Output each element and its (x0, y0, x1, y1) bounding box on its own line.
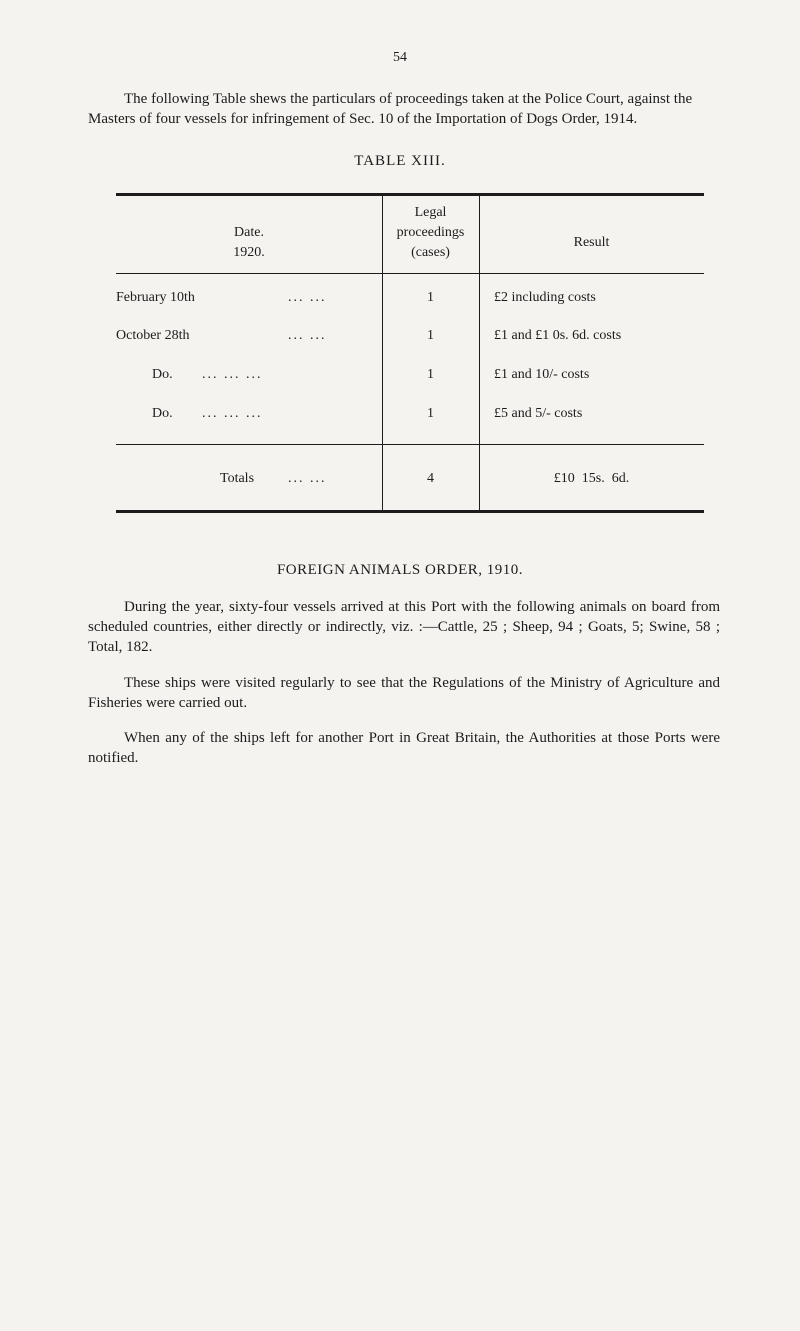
totals-result: £10 15s. 6d. (553, 471, 630, 486)
header-date (116, 223, 382, 263)
header-legal-line: (cases) (411, 245, 450, 260)
header-date-year: 1920. (233, 245, 265, 260)
table-title: TABLE XIII. (354, 153, 446, 169)
table-row-date: October 28th (116, 328, 190, 343)
table-top-rule (116, 193, 704, 196)
table-row-result: £1 and 10/- costs (494, 367, 590, 382)
table-row-cases: 1 (427, 406, 434, 421)
body-paragraph: These ships were visited regularly to see that the Regulations of the Ministry of Agriculture and Fisheries were carried out. (88, 675, 720, 711)
intro-paragraph: The following Table shews the particulars of proceedings taken at the Police Court, against the Masters of four vessels for infringement of Sec. 10 of the Importation of Dogs Order, 1914. (88, 91, 693, 127)
table-row-cases: 1 (427, 328, 434, 343)
header-date-label: Date. (234, 225, 264, 240)
table-xiii (116, 193, 704, 513)
table-bottom-rule (116, 510, 704, 513)
leader-dots: ... ... ... (202, 367, 263, 382)
table-row-date: Do. (152, 367, 173, 382)
leader-dots: ... ... (288, 328, 327, 343)
header-legal-line: Legal (414, 205, 447, 220)
table-row-date: Do. (152, 406, 173, 421)
section-heading: FOREIGN ANIMALS ORDER, 1910. (276, 562, 524, 578)
page-number: 54 (393, 50, 407, 65)
table-row-cases: 1 (427, 367, 434, 382)
body-paragraph: During the year, sixty-four vessels arrived at this Port with the following animals on board from scheduled countries, either directly or indirectly, viz. :—Cattle, 25 ; Sheep, 94 ; Goats, 5; Swine, 58 ; Total, 182. (88, 599, 720, 655)
leader-dots: ... ... ... (202, 406, 263, 421)
table-row-result: £1 and £1 0s. 6d. costs (494, 328, 622, 343)
header-rule (116, 273, 704, 274)
table-row-cases: 1 (427, 290, 434, 305)
header-result-label: Result (573, 235, 610, 250)
table-row-date: February 10th (116, 290, 195, 305)
header-legal-proceedings (382, 203, 479, 263)
body-paragraph: When any of the ships left for another Port in Great Britain, the Authorities at those Ports were notified. (88, 730, 720, 766)
totals-label: Totals (220, 471, 255, 486)
totals-rule (116, 444, 704, 445)
totals-cases: 4 (427, 471, 434, 486)
table-row-result: £2 including costs (494, 290, 596, 305)
header-result (479, 233, 704, 253)
table-row-result: £5 and 5/- costs (494, 406, 583, 421)
leader-dots: ... ... (288, 290, 327, 305)
leader-dots: ... ... (288, 471, 327, 486)
header-legal-line: proceedings (396, 225, 465, 240)
